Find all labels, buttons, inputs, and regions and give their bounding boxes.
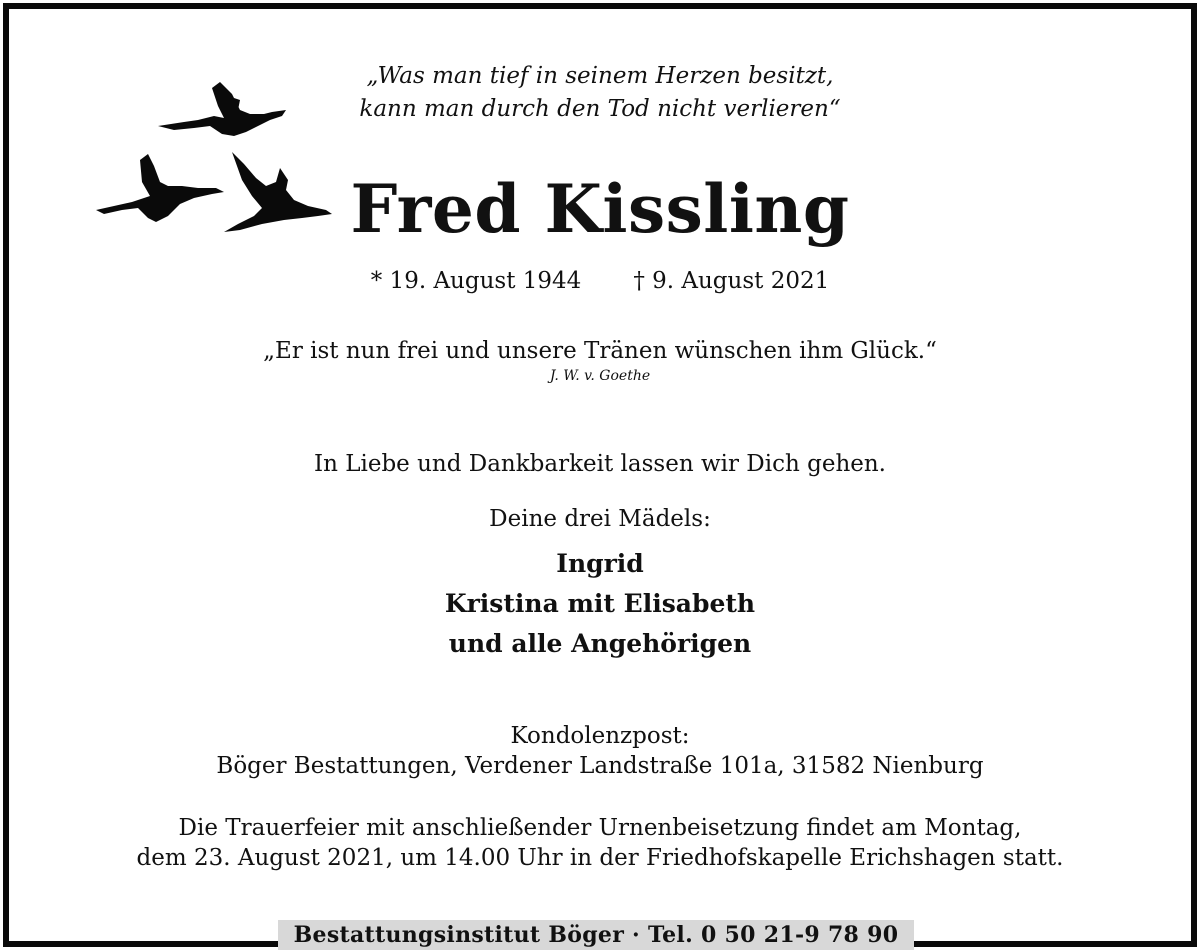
condolence-label: Kondolenzpost: [510,723,690,749]
ceremony-line-2: dem 23. August 2021, um 14.00 Uhr in der Friedhofskapelle Erichshagen statt. [136,845,1064,871]
death-date: † 9. August 2021 [633,268,830,294]
motto-line-1: „Was man tief in seinem Herzen besitzt, [366,63,834,89]
family-intro: Deine drei Mädels: [489,506,711,532]
goethe-quote: „Er ist nun frei und unsere Tränen wünschen ihm Glück.“ [263,338,937,364]
ceremony-line-1: Die Trauerfeier mit anschließender Urnenbeisetzung findet am Montag, [178,815,1022,841]
farewell-text: In Liebe und Dankbarkeit lassen wir Dich gehen. [314,451,886,477]
motto-line-2: kann man durch den Tod nicht verlieren“ [359,96,841,122]
birth-date: * 19. August 1944 [370,268,582,294]
condolence-address: Böger Bestattungen, Verdener Landstraße 101a, 31582 Nienburg [216,753,984,779]
life-dates [0,268,1200,294]
deceased-name: Fred Kissling [350,170,850,248]
quote-author: J. W. v. Goethe [549,368,651,384]
funeral-home-footer: Bestattungsinstitut Böger · Tel. 0 50 21-9 78 90 [278,920,914,950]
family-name-2: Kristina mit Elisabeth [444,589,756,618]
family-name-1: Ingrid [556,549,644,578]
family-name-3: und alle Angehörigen [448,629,752,658]
